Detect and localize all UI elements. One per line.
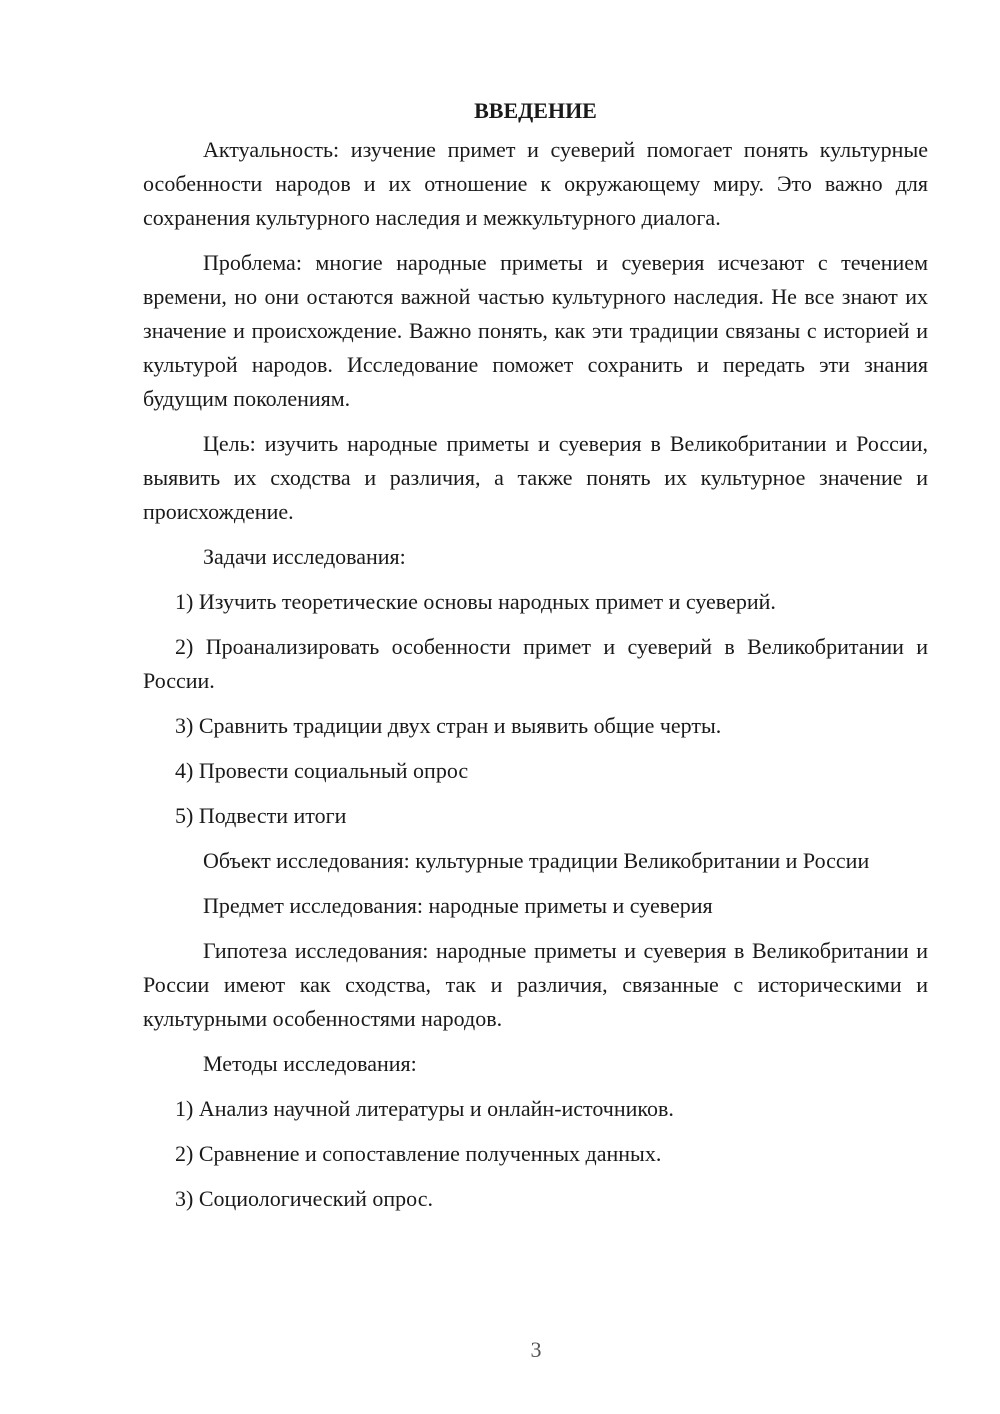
page-title: ВВЕДЕНИЕ xyxy=(474,98,597,123)
methods-heading: Методы исследования: xyxy=(203,1051,417,1076)
paragraph-goal: Цель: изучить народные приметы и суеверия в Великобритании и России, выявить их сходства и различия, а также понять их культурное значение и происхождение. xyxy=(143,431,928,524)
task-item: 3) Сравнить традиции двух стран и выявить общие черты. xyxy=(175,713,722,738)
paragraph-object: Объект исследования: культурные традиции Великобритании и России xyxy=(203,848,870,873)
page-content xyxy=(143,95,928,1227)
paragraph-problem: Проблема: многие народные приметы и суеверия исчезают с течением времени, но они остаются важной частью культурного наследия. Не все знают их значение и происхождение. Важно понять, как эти традиции связаны с историей и культурой народов. Исследование поможет сохранить и передать эти знания будущим поколениям. xyxy=(143,250,928,411)
method-item: 1) Анализ научной литературы и онлайн-источников. xyxy=(175,1096,674,1121)
paragraph-hypothesis: Гипотеза исследования: народные приметы и суеверия в Великобритании и России имеют как сходства, так и различия, связанные с историческими и культурными особенностями народов. xyxy=(143,938,928,1031)
method-item: 3) Социологический опрос. xyxy=(175,1186,433,1211)
page-number: 3 xyxy=(530,1337,542,1362)
paragraph-relevance: Актуальность: изучение примет и суеверий помогает понять культурные особенности народов и их отношение к окружающему миру. Это важно для сохранения культурного наследия и межкультурного диалога. xyxy=(143,137,928,230)
method-item: 2) Сравнение и сопоставление полученных данных. xyxy=(175,1141,662,1166)
task-item: 2) Проанализировать особенности примет и суеверий в Великобритании и России. xyxy=(143,634,928,693)
paragraph-subject: Предмет исследования: народные приметы и суеверия xyxy=(203,893,713,918)
task-item: 5) Подвести итоги xyxy=(175,803,347,828)
tasks-heading: Задачи исследования: xyxy=(203,544,406,569)
task-item: 4) Провести социальный опрос xyxy=(175,758,469,783)
task-item: 1) Изучить теоретические основы народных примет и суеверий. xyxy=(175,589,776,614)
